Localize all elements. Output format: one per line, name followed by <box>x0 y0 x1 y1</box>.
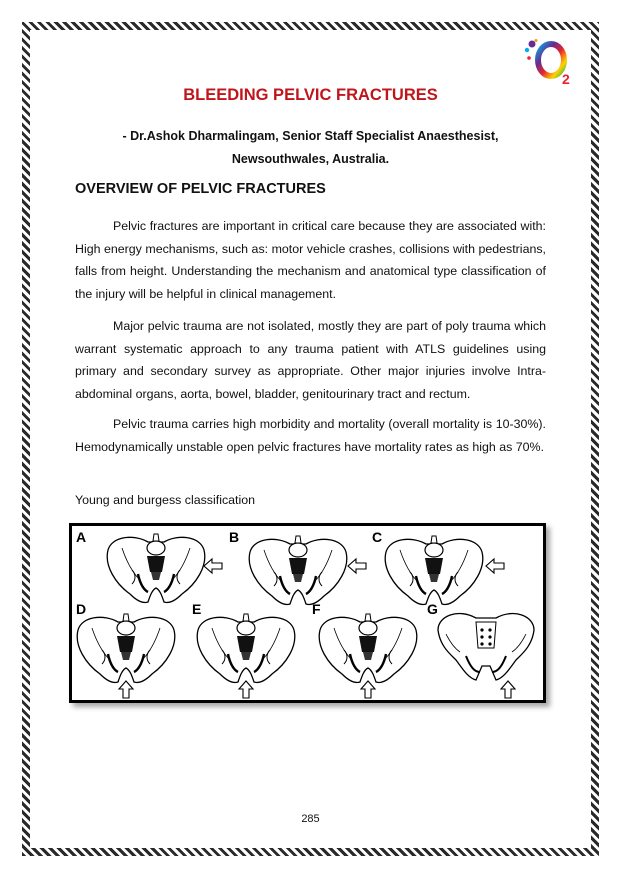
svg-text:2: 2 <box>562 71 570 87</box>
author-location: Newsouthwales, Australia. <box>231 152 390 166</box>
paragraph-1: Pelvic fractures are important in critical care because they are associated with: High energy mechanisms, such as: motor vehicle crashes, collisions with pedestrians, falls from height. Understanding the mechanism and anatomical type classification of the injury will be helpful in clinical management. <box>75 219 546 301</box>
panel-label-b: B <box>229 529 240 545</box>
page-number: 285 <box>301 813 320 825</box>
author-block <box>100 125 521 171</box>
figure-caption: Young and burgess classification <box>75 493 256 507</box>
panel-e <box>192 601 295 698</box>
figure-drawing <box>72 526 543 700</box>
panel-a <box>76 529 222 603</box>
paragraph-3: Pelvic trauma carries high morbidity and mortality (overall mortality is 10-30%). Hemodynamically unstable open pelvic fractures have mortality rates as high as 70%. <box>75 417 546 454</box>
force-arrow-icon <box>486 559 504 573</box>
force-arrow-icon <box>239 681 253 698</box>
panel-g <box>427 601 534 698</box>
panel-d <box>76 601 175 698</box>
panel-label-g: G <box>427 601 438 617</box>
o2-logo <box>524 38 578 88</box>
force-arrow-icon <box>204 559 222 573</box>
pelvic-fracture-classification-figure <box>69 523 546 703</box>
paragraph-2: Major pelvic trauma are not isolated, mostly they are part of poly trauma which warrant systematic approach to any trauma patient with ATLS guidelines using primary and secondary survey as appropriate. Other major injuries involve Intra-abdominal organs, aorta, bowel, bladder, genitourinary tract and rectum. <box>75 319 546 401</box>
panel-label-d: D <box>76 601 87 617</box>
panel-f <box>312 601 417 698</box>
force-arrow-icon <box>348 559 366 573</box>
document-title: BLEEDING PELVIC FRACTURES <box>183 86 438 104</box>
panel-label-a: A <box>76 529 87 545</box>
panel-label-e: E <box>192 601 202 617</box>
author-line: - Dr.Ashok Dharmalingam, Senior Staff Specialist Anaesthesist, <box>122 129 499 143</box>
panel-label-f: F <box>312 601 321 617</box>
panel-label-c: C <box>372 529 383 545</box>
panel-c <box>372 529 504 605</box>
section-heading: OVERVIEW OF PELVIC FRACTURES <box>75 181 326 197</box>
force-arrow-icon <box>501 681 515 698</box>
force-arrow-icon <box>361 681 375 698</box>
force-arrow-icon <box>119 681 133 698</box>
panel-b <box>229 529 366 605</box>
